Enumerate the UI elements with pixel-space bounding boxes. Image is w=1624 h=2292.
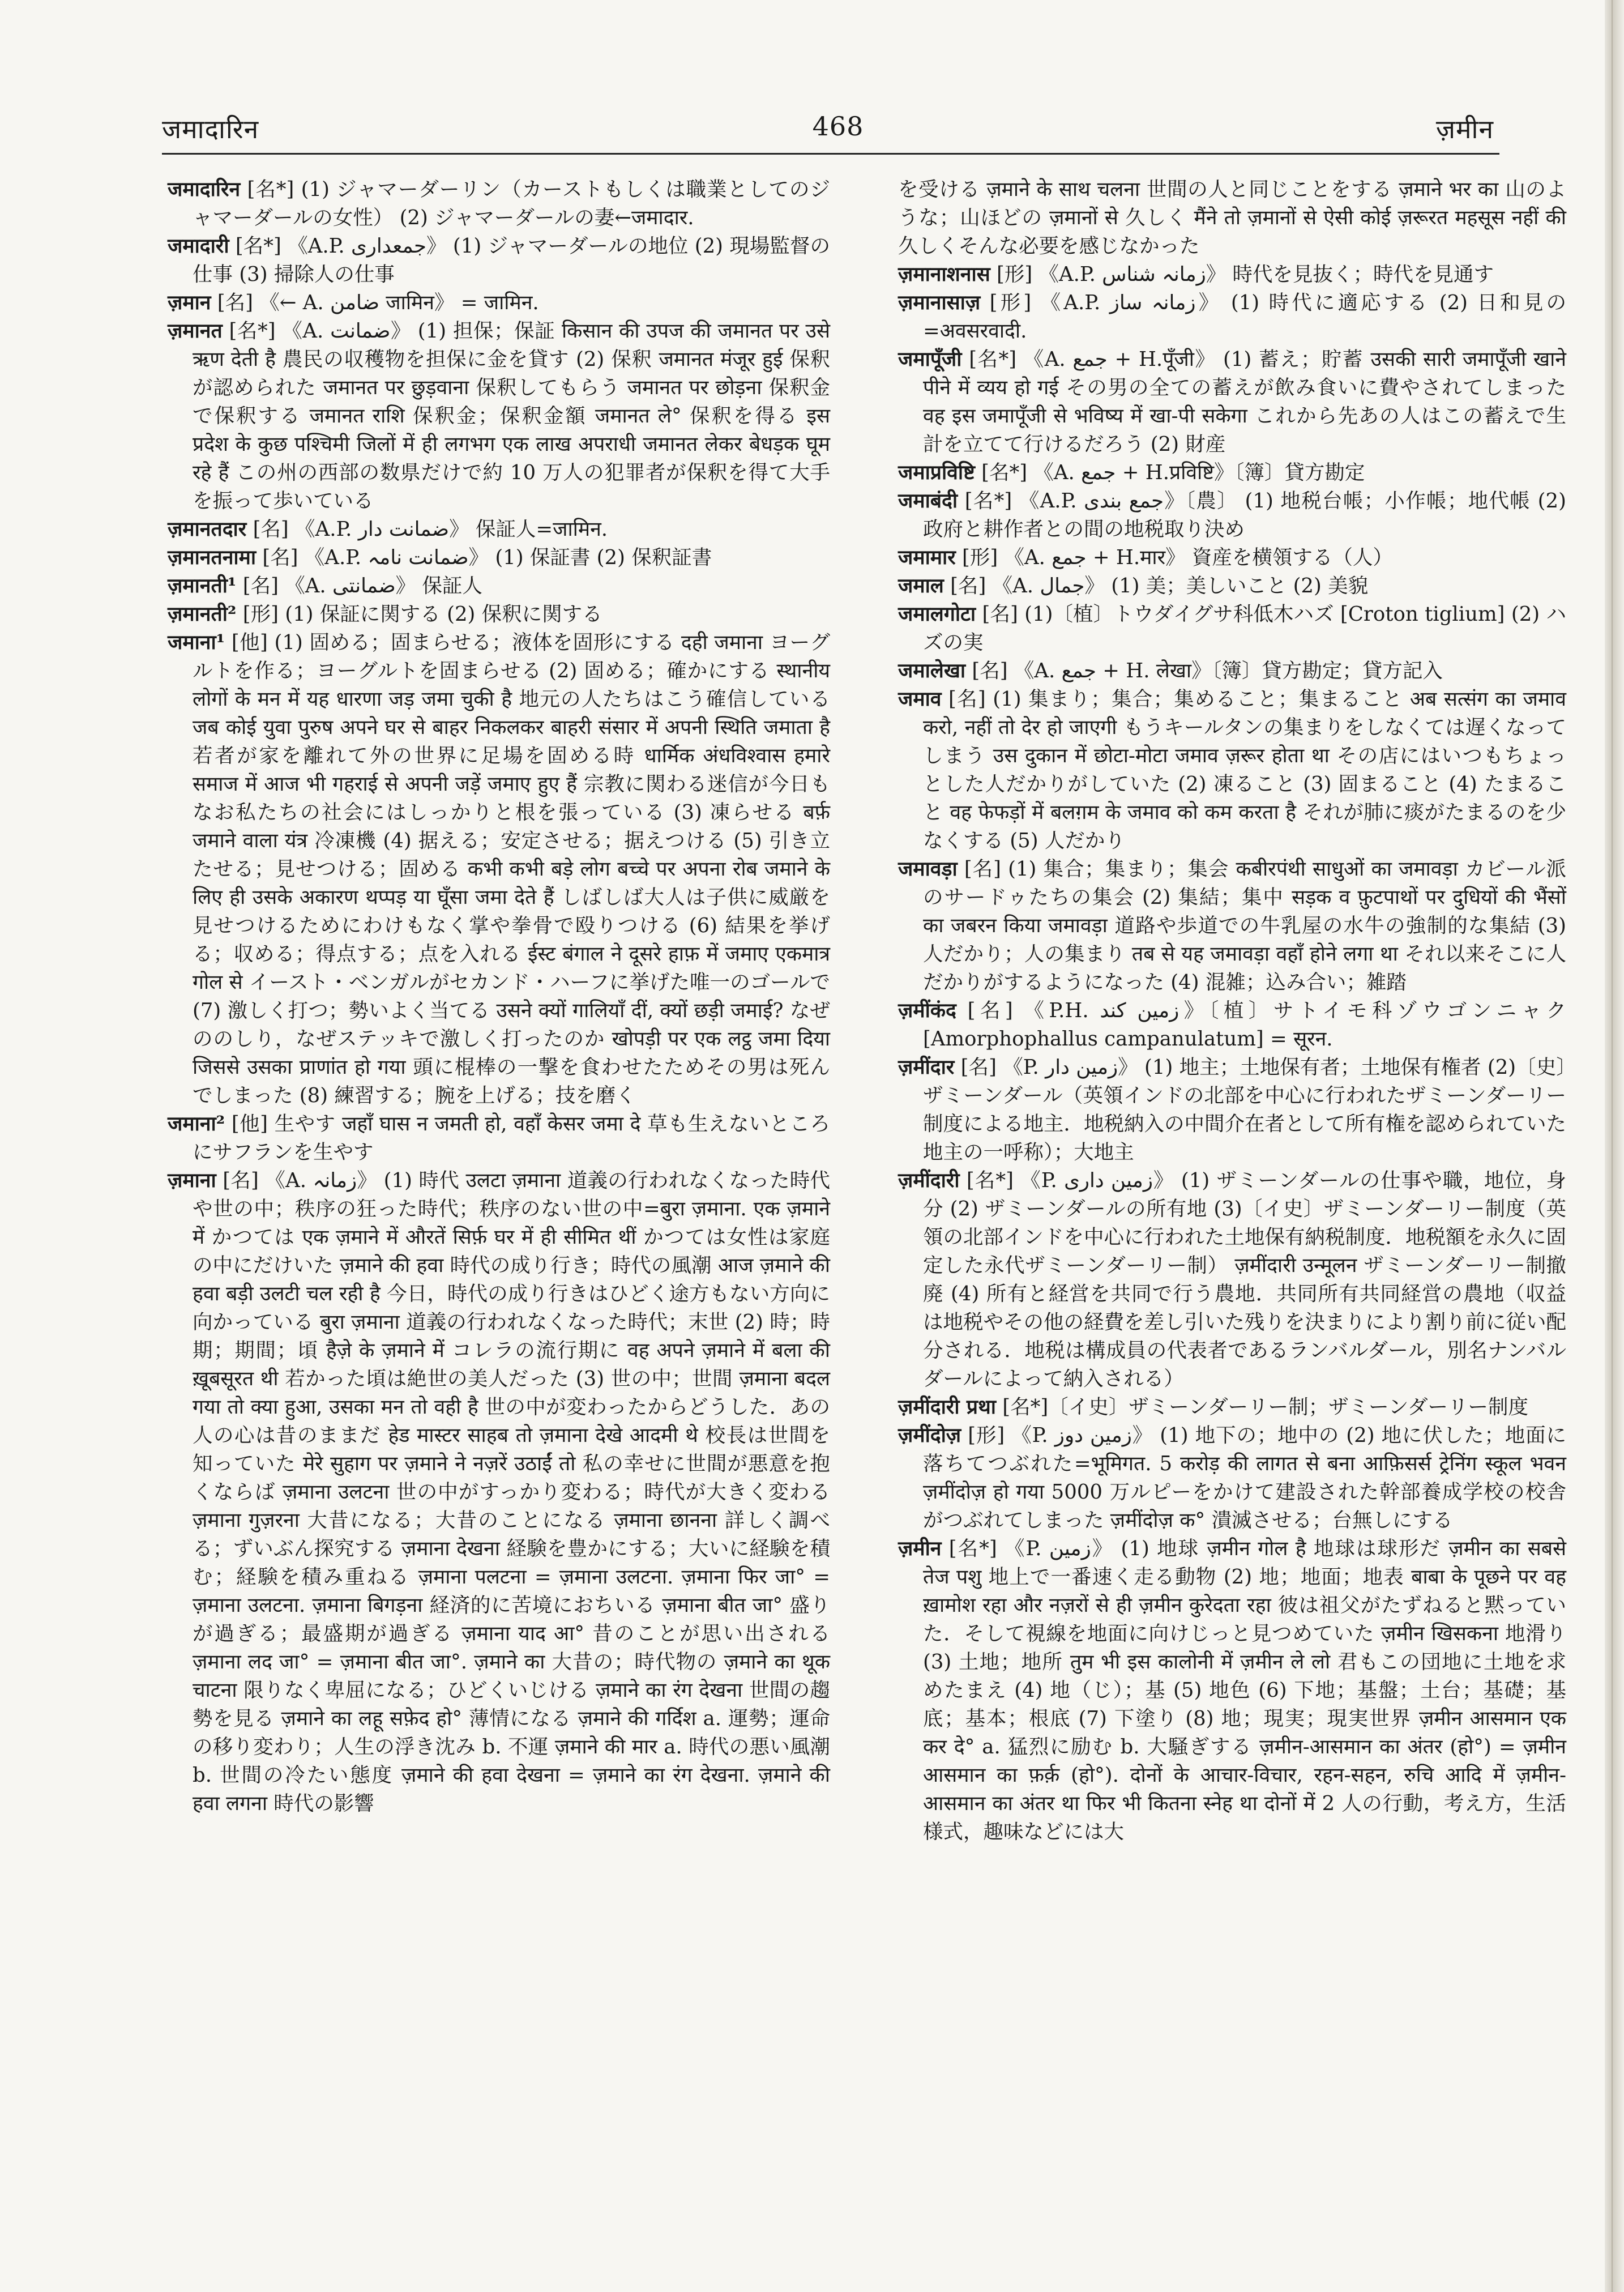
headword: ज़मानती¹ xyxy=(168,574,237,597)
dictionary-entry xyxy=(898,1053,1566,1167)
dictionary-entry xyxy=(898,997,1566,1053)
entry-definition: [他] 生やす जहाँ घास न जमती हो, वहाँ केसर जमा दे 草も生えないところにサフランを生やす xyxy=(193,1112,830,1164)
headword: जमाना¹ xyxy=(168,631,225,654)
headword: ज़मानतनामा xyxy=(168,546,257,569)
headword: जमाव xyxy=(898,688,942,711)
page-edge-shadow xyxy=(1605,0,1624,2292)
entry-definition: [形] 《P. زمین دوز》 (1) 地下の；地中の (2) 地に伏した；地面に落ちてつぶれた=भूमिगत. 5 करोड़ की लागत से बना आफ़िसर्स ट्रेनिंग स्कूल भवन ज़मींदोज़ हो गया 5000 万ルピーをかけて建設された幹部養成学校の校舎がつぶれてしまった ज़मींदोज़ क° 潰滅させる；台無しにする xyxy=(923,1424,1566,1532)
headword: जमाल xyxy=(898,574,944,597)
dictionary-entry xyxy=(898,685,1566,855)
dictionary-entry xyxy=(168,232,830,289)
headword: जमादारी xyxy=(168,234,229,258)
headword: जमापूँजी xyxy=(898,348,962,371)
dictionary-entry xyxy=(898,1422,1566,1535)
dictionary-entry xyxy=(898,459,1566,487)
entry-definition: [名] 《A.P. ضمانت دار》 保証人=जामिन. xyxy=(253,518,608,541)
dictionary-entry xyxy=(898,657,1566,685)
dictionary-entry xyxy=(168,1110,830,1167)
headword: जमावड़ा xyxy=(898,857,958,881)
dictionary-entry xyxy=(898,289,1566,345)
entry-definition: [名] 《A. زمانہ》 (1) 時代 उलटा ज़माना 道義の行われなくなった時代や世の中；秩序の狂った時代；秩序のない世の中=बुरा ज़माना. एक ज़माने में かつては एक ज़माने में औरतें सिर्फ़ घर में ही सीमित थीं かつては女性は家庭の中にだけいた ज़माने की हवा 時代の成り行き；時代の風潮 आज ज़माने की हवा बड़ी उलटी चल रही है 今日，時代の成り行きはひどく途方もない方向に向かっている बुरा ज़माना 道義の行われなくなった時代；末世 (2) 時；時期；期間；頃 हैज़े के ज़माने में コレラの流行期に वह अपने ज़माने में बला की ख़ूबसूरत थी 若かった頃は絶世の美人だった (3) 世の中；世間 ज़माना बदल गया तो क्या हुआ, उसका मन तो वही है 世の中が変わったからどうした．あの人の心は昔のままだ हेड मास्टर साहब तो ज़माना देखे आदमी थे 校長は世間を知っていた मेरे सुहाग पर ज़माने ने नज़रें उठाईं तो 私の幸せに世間が悪意を抱くならば ज़माना उलटना 世の中がすっかり変わる；時代が大きく変わる ज़माना गुज़रना 大昔になる；大昔のことになる ज़माना छानना 詳しく調べる；ずいぶん探究する ज़माना देखना 経験を豊かにする；大いに経験を積む；経験を積み重ねる ज़माना पलटना = ज़माना उलटना. ज़माना फिर जा° = ज़माना उलटना. ज़माना बिगड़ना 経済的に苦境におちいる ज़माना बीत जा° 盛りが過ぎる；最盛期が過ぎる ज़माना याद आ° 昔のことが思い出される ज़माना लद जा° = ज़माना बीत जा°. ज़माने का 大昔の；時代物の ज़माने का थूक चाटना 限りなく卑屈になる；ひどくいじける ज़माने का रंग देखना 世間の趨勢を見る ज़माने का लहू सफ़ेद हो° 薄情になる ज़माने की गर्दिश a. 運勢；運命の移り変わり；人生の浮き沈み b. 不運 ज़माने की मार a. 時代の悪い風潮 b. 世間の冷たい態度 ज़माने की हवा देखना = ज़माने का रंग देखना. ज़माने की हवा लगना 時代の影響 xyxy=(193,1169,831,1815)
headword: ज़मानत xyxy=(168,319,223,343)
dictionary-entry xyxy=(168,515,830,544)
dictionary-entry xyxy=(898,600,1566,657)
entry-definition: [形] 《A. جمع + H.मार》 資産を横領する（人） xyxy=(962,546,1393,569)
entry-definition: [名*] 《A. جمع + H.पूँजी》 (1) 蓄え；貯蓄 उसकी सारी जमापूँजी खाने पीने में व्यय हो गई その男の全ての蓄えが飲み食いに費やされてしまった वह इस जमापूँजी से भविष्य में खा-पी सकेगा これから先あの人はこの蓄えで生計を立てて行けるだろう (2) 財産 xyxy=(923,348,1566,456)
headword: जमालेखा xyxy=(898,659,966,682)
entry-definition: [名*] 《A.P. جمعداری》 (1) ジャマーダールの地位 (2) 現場監督の仕事 (3) 掃除人の仕事 xyxy=(193,234,830,286)
headword: जमाबंदी xyxy=(898,489,958,513)
headword: ज़मींकंद xyxy=(898,999,956,1022)
entry-definition: [他] (1) 固める；固まらせる；液体を固形にする दही जमाना ヨーグルトを作る；ヨーグルトを固まらせる (2) 固める；確かにする स्थानीय लोगों के मन में यह धारणा जड़ जमा चुकी है 地元の人たちはこう確信している जब कोई युवा पुरुष अपने घर से बाहर निकलकर बाहरी संसार में अपनी स्थिति जमाता है 若者が家を離れて外の世界に足場を固める時 धार्मिक अंधविश्वास हमारे समाज में आज भी गहराई से अपनी जड़ें जमाए हुए हैं 宗教に関わる迷信が今日もなお私たちの社会にはしっかりと根を張っている (3) 凍らせる बर्फ़ जमाने वाला यंत्र 冷凍機 (4) 据える；安定させる；据えつける (5) 引き立たせる；見せつける；固める कभी कभी बड़े लोग बच्चे पर अपना रोब जमाने के लिए ही उसके अकारण थप्पड़ या घूँसा जमा देते हैं しばしば大人は子供に威厳を見せつけるためにわけもなく掌や拳骨で殴りつける (6) 結果を挙げる；収める；得点する；点を入れる ईस्ट बंगाल ने दूसरे हाफ़ में जमाए एकमात्र गोल से イースト・ベンガルがセカンド・ハーフに挙げた唯一のゴールで (7) 激しく打つ；勢いよく当てる उसने क्यों गालियाँ दीं, क्यों छड़ी जमाई? なぜののしり，なぜステッキで激しく打ったのか खोपड़ी पर एक लट्ठ जमा दिया जिससे उसका प्राणांत हो गया 頭に棍棒の一撃を食わせたためその男は死んでしまった (8) 練習する；腕を上げる；技を磨く xyxy=(193,631,830,1107)
headword: ज़माना xyxy=(168,1169,216,1192)
entry-definition: を受ける ज़माने के साथ चलना 世間の人と同じことをする ज़माने भर का 山のような；山ほどの ज़मानों से 久しく मैंने तो ज़मानों से ऐसी कोई ज़रूरत महसूस नहीं की 久しくそんな必要を感じなかった xyxy=(898,178,1566,258)
headword: ज़मानासाज़ xyxy=(898,291,981,314)
headword: ज़मानती² xyxy=(168,603,237,626)
dictionary-entry xyxy=(898,487,1566,544)
headword: ज़मीन xyxy=(898,1537,942,1560)
dictionary-entry xyxy=(168,289,830,317)
entry-definition: [名] 《← A. ضامن जामिन》 = जामिन. xyxy=(217,291,539,314)
entry-definition: [名] (1) 集合；集まり；集会 कबीरपंथी साधुओं का जमावड़ा カビール派のサードゥたちの集会 (2) 集結；集中 सड़क व फ़ुटपाथों पर दुधियों की भैंसों का जबरन किया जमावड़ा 道路や歩道での牛乳屋の水牛の強制的な集結 (3) 人だかり；人の集まり तब से यह जमावड़ा वहाँ होने लगा था それ以来そこに人だかりがするようになった (4) 混雑；込み合い；雑踏 xyxy=(923,857,1566,994)
right-column xyxy=(898,176,1566,1846)
dictionary-entry xyxy=(168,544,830,572)
entry-definition: [形] 《A.P. زمانہ شناس》 時代を見抜く；時代を見通す xyxy=(997,263,1494,286)
left-column xyxy=(168,176,830,1818)
entry-definition: [名*] 《P. زمین》 (1) 地球 ज़मीन गोल है 地球は球形だ ज़मीन का सबसे तेज पशु 地上で一番速く走る動物 (2) 地；地面；地表 बाबा के पूछने पर वह ख़ामोश रहा और नज़रों से ही ज़मीन कुरेदता रहा 彼は祖父がたずねると黙っていた．そして視線を地面に向けじっと見つめていた ज़मीन खिसकना 地滑り (3) 土地；地所 तुम भी इस कालोनी में ज़मीन ले लो 君もこの団地に土地を求めたまえ (4) 地（じ）；基 (5) 地色 (6) 下地；基盤；土台；基礎；基底；基本；根底 (7) 下塗り (8) 地；現実；現実世界 ज़मीन आसमान एक कर दे° a. 猛烈に励む b. 大騒ぎする ज़मीन-आसमान का अंतर (हो°) = ज़मीन आसमान का फ़र्क़ (हो°). दोनों के आचार-विचार, रहन-सहन, रुचि आदि में ज़मीन-आसमान का अंतर था फिर भी कितना स्नेह था दोनों में 2 人の行動，考え方，生活様式，趣味などには大 xyxy=(923,1537,1566,1843)
entry-definition: [名*] 《A. جمع + H.प्रविष्टि》〔簿〕貸方勘定 xyxy=(981,461,1365,484)
entry-definition: [名] 《P.H. زمین کند》〔植〕サトイモ科ゾウゴンニャク [Amorphophallus campanulatum] = सूरन. xyxy=(923,999,1566,1051)
dictionary-entry xyxy=(898,1167,1566,1393)
headword: ज़मींदोज़ xyxy=(898,1424,961,1447)
entry-definition: [名] 《A. جمال》 (1) 美；美しいこと (2) 美貌 xyxy=(950,574,1369,597)
headword: जमामार xyxy=(898,546,956,569)
entry-definition: [名] 《P. زمین دار》 (1) 地主；土地保有者；土地保有権者 (2)〔史〕ザミーンダール（英領インドの北部を中心に行われたザミーンダーリー制度による地主．地税納入の中間介在者として所有権を認められていた地主の一呼称）；大地主 xyxy=(923,1056,1567,1164)
entry-definition: [名] 《A. ضمانتی》 保証人 xyxy=(242,574,482,597)
headword: ज़मान xyxy=(168,291,211,314)
dictionary-entry xyxy=(168,176,830,232)
entry-definition: [名*]〔イ史〕ザミーンダーリー制；ザミーンダーリー制度 xyxy=(1002,1395,1528,1419)
entry-definition: [名*] (1) ジャマーダーリン（カーストもしくは職業としてのジャマーダールの女性） (2) ジャマーダールの妻←जमादार. xyxy=(193,178,830,229)
entry-definition: [名] 《A.P. ضمانت نامہ》 (1) 保証書 (2) 保釈証書 xyxy=(262,546,712,569)
running-head-right: ज़मीन xyxy=(1435,114,1494,144)
headword: जमादारिन xyxy=(168,178,241,201)
dictionary-entry xyxy=(898,345,1566,459)
entry-definition: [名] (1) 集まり；集合；集めること；集まること अब सत्संग का जमाव करो, नहीं तो देर हो जाएगी もうキールタンの集まりをしなくては遅くなってしまう उस दुकान में छोटा-मोटा जमाव ज़रूर होता था その店にはいつもちょっとした人だかりがしていた (2) 凍ること (3) 固まること (4) たまること वह फेफड़ों में बलग़म के जमाव को कम करता है それが肺に痰がたまるのを少なくする (5) 人だかり xyxy=(923,688,1566,852)
dictionary-entry xyxy=(898,855,1566,997)
dictionary-entry xyxy=(168,629,830,1110)
dictionary-entry xyxy=(898,572,1566,600)
header-rule xyxy=(162,153,1499,155)
headword: ज़मानतदार xyxy=(168,518,247,541)
page-edge-line xyxy=(1612,0,1613,2292)
dictionary-entry xyxy=(898,544,1566,572)
dictionary-entry xyxy=(168,600,830,629)
headword: ज़मींदारी प्रथा xyxy=(898,1395,996,1419)
running-head-left: जमादारिन xyxy=(162,114,259,144)
headword: जमालगोटा xyxy=(898,603,976,626)
headword: ज़मींदारी xyxy=(898,1169,960,1192)
dictionary-entry xyxy=(168,572,830,600)
headword: ज़मींदार xyxy=(898,1056,955,1079)
dictionary-entry xyxy=(168,1167,830,1818)
headword: जमाना² xyxy=(168,1112,225,1136)
entry-definition: [名*] 《A.P. جمع بندی》〔農〕 (1) 地税台帳；小作帳；地代帳 (2) 政府と耕作者との間の地税取り決め xyxy=(923,489,1566,541)
dictionary-entry xyxy=(168,317,830,515)
entry-definition: [形] (1) 保証に関する (2) 保釈に関する xyxy=(242,603,602,626)
dictionary-entry xyxy=(898,176,1566,261)
headword: ज़मानाशनास xyxy=(898,263,990,286)
entry-definition: [名*] 《P. زمین داری》 (1) ザミーンダールの仕事や職，地位，身分 (2) ザミーンダールの所有地 (3)〔イ史〕ザミーンダーリー制度（英領の北部インドを中心に行われた土地保有納税制度．地税額を永久に固定した永代ザミーンダーリー制） ज़मींदारी उन्मूलन ザミーンダーリー制撤廃 (4) 所有と経営を共同で行う農地．共同所有共同経営の農地（収益は地税やその他の経費を差し引いた残りを決まりにより割り前に従い配分される．地税は構成員の代表者であるランバルダール，別名ナンバルダールによって納入される） xyxy=(923,1169,1567,1390)
page-number: 468 xyxy=(812,111,864,142)
entry-definition: [名*] 《A. ضمانت》 (1) 担保；保証 किसान की उपज की जमानत पर उसे ऋण देती है 農民の収穫物を担保に金を貸す (2) 保釈 जमानत मंजूर हुई 保釈が認められた जमानत पर छुड़वाना 保釈してもらう जमानत पर छोड़ना 保釈金で保釈する जमानत राशि 保釈金；保釈金額 जमानत ले° 保釈を得る इस प्रदेश के कुछ पश्चिमी जिलों में ही लगभग एक लाख अपराधी जमानत लेकर बेधड़क घूम रहे हैं この州の西部の数県だけで約 10 万人の犯罪者が保釈を得て大手を振って歩いている xyxy=(193,319,830,513)
dictionary-entry xyxy=(898,261,1566,289)
dictionary-entry xyxy=(898,1535,1566,1846)
entry-definition: [形] 《A.P. زمانہ ساز》 (1) 時代に適応する (2) 日和見の=अवसरवादी. xyxy=(923,291,1566,343)
entry-definition: [名] (1)〔植〕トウダイグサ科低木ハズ [Croton tiglium] (2) ハズの実 xyxy=(923,603,1566,654)
dictionary-entry xyxy=(898,1393,1566,1422)
entry-definition: [名] 《A. جمع + H. लेखा》〔簿〕貸方勘定；貸方記入 xyxy=(972,659,1443,682)
headword: जमाप्रविष्टि xyxy=(898,461,975,484)
